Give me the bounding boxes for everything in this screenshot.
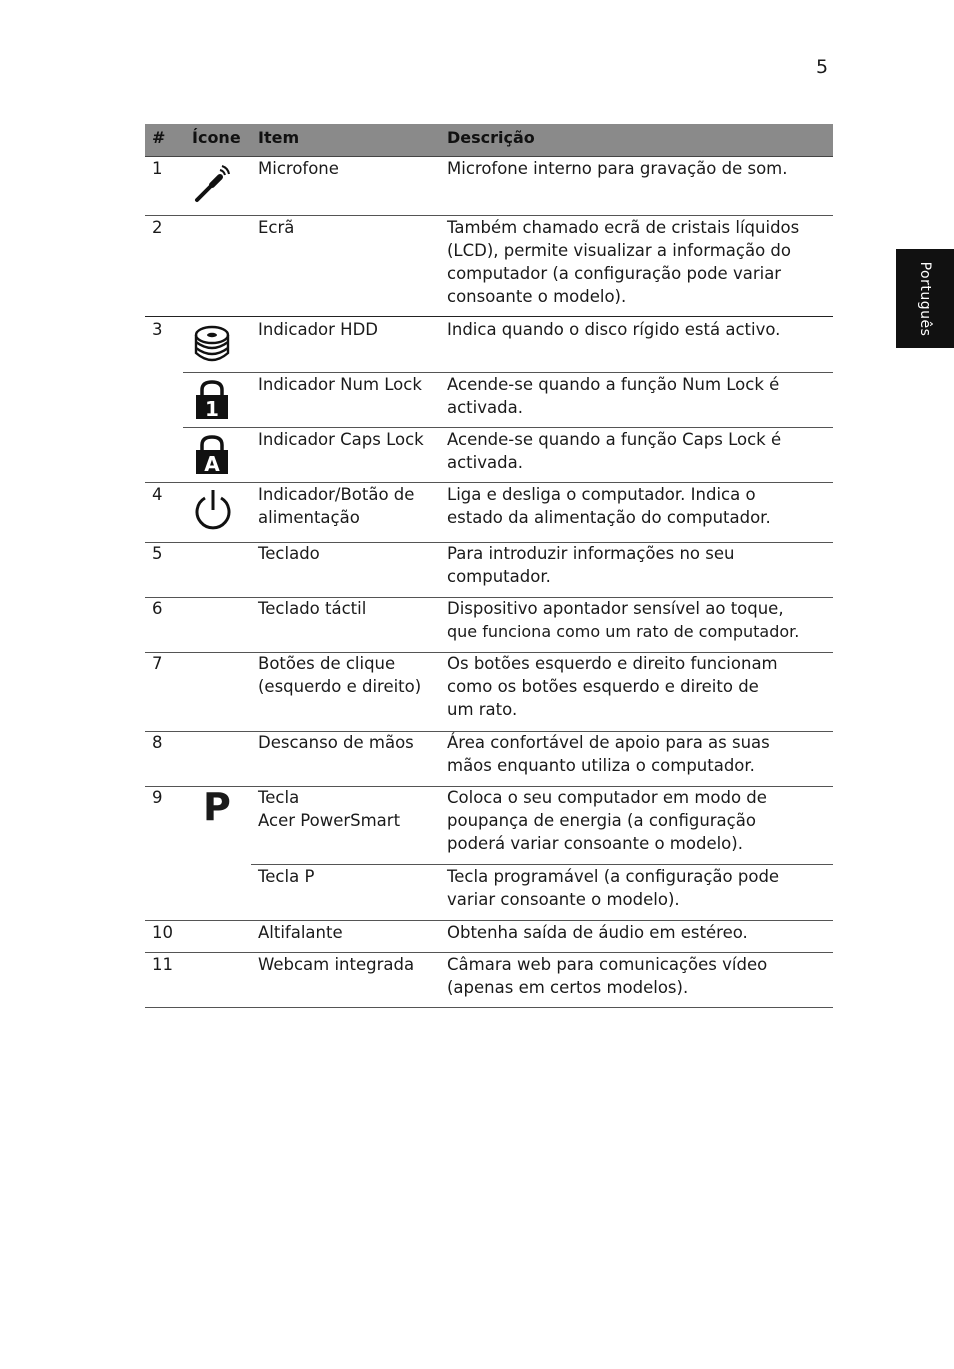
row-item: Webcam integrada (258, 955, 415, 974)
num-lock-icon (193, 380, 231, 420)
row-num: 7 (152, 654, 163, 673)
row-item: Indicador Num Lock (258, 375, 422, 394)
row-item: Teclado (258, 544, 320, 563)
row-desc-line: activada. (447, 453, 523, 472)
row-num: 2 (152, 218, 163, 237)
row-desc-line: Acende-se quando a função Num Lock é (447, 375, 780, 394)
row-num: 11 (152, 955, 173, 974)
row-num: 9 (152, 788, 163, 807)
row-item-line: Botões de clique (258, 654, 396, 673)
microphone-icon (193, 162, 233, 204)
row-num: 10 (152, 923, 173, 942)
row-desc-line: Coloca o seu computador em modo de (447, 788, 767, 807)
header-item: Item (258, 128, 300, 147)
row-num: 6 (152, 599, 163, 618)
header-icon: Ícone (192, 128, 241, 147)
row-num: 3 (152, 320, 163, 339)
row-item: Indicador Caps Lock (258, 430, 424, 449)
row-desc-line: Também chamado ecrã de cristais líquidos (447, 218, 800, 237)
row-num: 1 (152, 159, 163, 178)
row-desc-line: Câmara web para comunicações vídeo (447, 955, 768, 974)
row-num: 4 (152, 485, 163, 504)
row-desc-line: activada. (447, 398, 523, 417)
row-item-line: Acer PowerSmart (258, 811, 401, 830)
row-item: Descanso de mãos (258, 733, 414, 752)
row-desc-line: um rato. (447, 700, 518, 719)
row-desc-line: Os botões esquerdo e direito funcionam (447, 654, 778, 673)
svg-text:1: 1 (205, 397, 219, 420)
row-desc-line: mãos enquanto utiliza o computador. (447, 756, 755, 775)
row-num: 8 (152, 733, 163, 752)
row-item-line: Indicador/Botão de (258, 485, 415, 504)
row-item-line: Tecla (258, 788, 300, 807)
row-desc: Obtenha saída de áudio em estéreo. (447, 923, 748, 942)
language-tab (896, 249, 954, 348)
row-desc: Indica quando o disco rígido está activo. (447, 320, 781, 339)
row-desc-line: computador (a configuração pode variar (447, 264, 782, 283)
hdd-icon (193, 325, 231, 365)
row-desc-line: consoante o modelo). (447, 287, 627, 306)
row-desc-line: Acende-se quando a função Caps Lock é (447, 430, 782, 449)
header-num: # (152, 128, 166, 147)
row-item: Altifalante (258, 923, 343, 942)
row-desc-line: Liga e desliga o computador. Indica o (447, 485, 756, 504)
table-header (145, 124, 833, 157)
row-item: Tecla P (258, 867, 315, 886)
row-desc-line: (LCD), permite visualizar a informação do (447, 241, 791, 260)
row-desc-line: Dispositivo apontador sensível ao toque, (447, 599, 784, 618)
row-item-line: (esquerdo e direito) (258, 677, 422, 696)
row-item: Teclado táctil (258, 599, 367, 618)
power-icon (193, 488, 233, 532)
row-desc-line: poderá variar consoante o modelo). (447, 834, 743, 853)
row-desc-line: que funciona como um rato de computador. (447, 622, 800, 641)
row-item-line: alimentação (258, 508, 360, 527)
row-desc-line: variar consoante o modelo). (447, 890, 680, 909)
row-item: Indicador HDD (258, 320, 378, 339)
row-desc: Microfone interno para gravação de som. (447, 159, 788, 178)
row-desc-line: poupança de energia (a configuração (447, 811, 756, 830)
row-desc-line: (apenas em certos modelos). (447, 978, 689, 997)
caps-lock-icon (193, 435, 231, 475)
row-item: Ecrã (258, 218, 295, 237)
row-desc-line: Área confortável de apoio para as suas (447, 733, 770, 752)
header-desc: Descrição (447, 128, 535, 147)
row-desc-line: Tecla programável (a configuração pode (447, 867, 780, 886)
language-tab-label: Português (917, 261, 933, 336)
row-desc-line: Para introduzir informações no seu (447, 544, 735, 563)
row-desc-line: computador. (447, 567, 551, 586)
page-number: 5 (816, 56, 829, 78)
row-item: Microfone (258, 159, 339, 178)
row-desc-line: estado da alimentação do computador. (447, 508, 771, 527)
svg-text:A: A (204, 452, 220, 475)
row-num: 5 (152, 544, 163, 563)
p-key-icon: P (203, 785, 231, 829)
row-desc-line: como os botões esquerdo e direito de (447, 677, 759, 696)
